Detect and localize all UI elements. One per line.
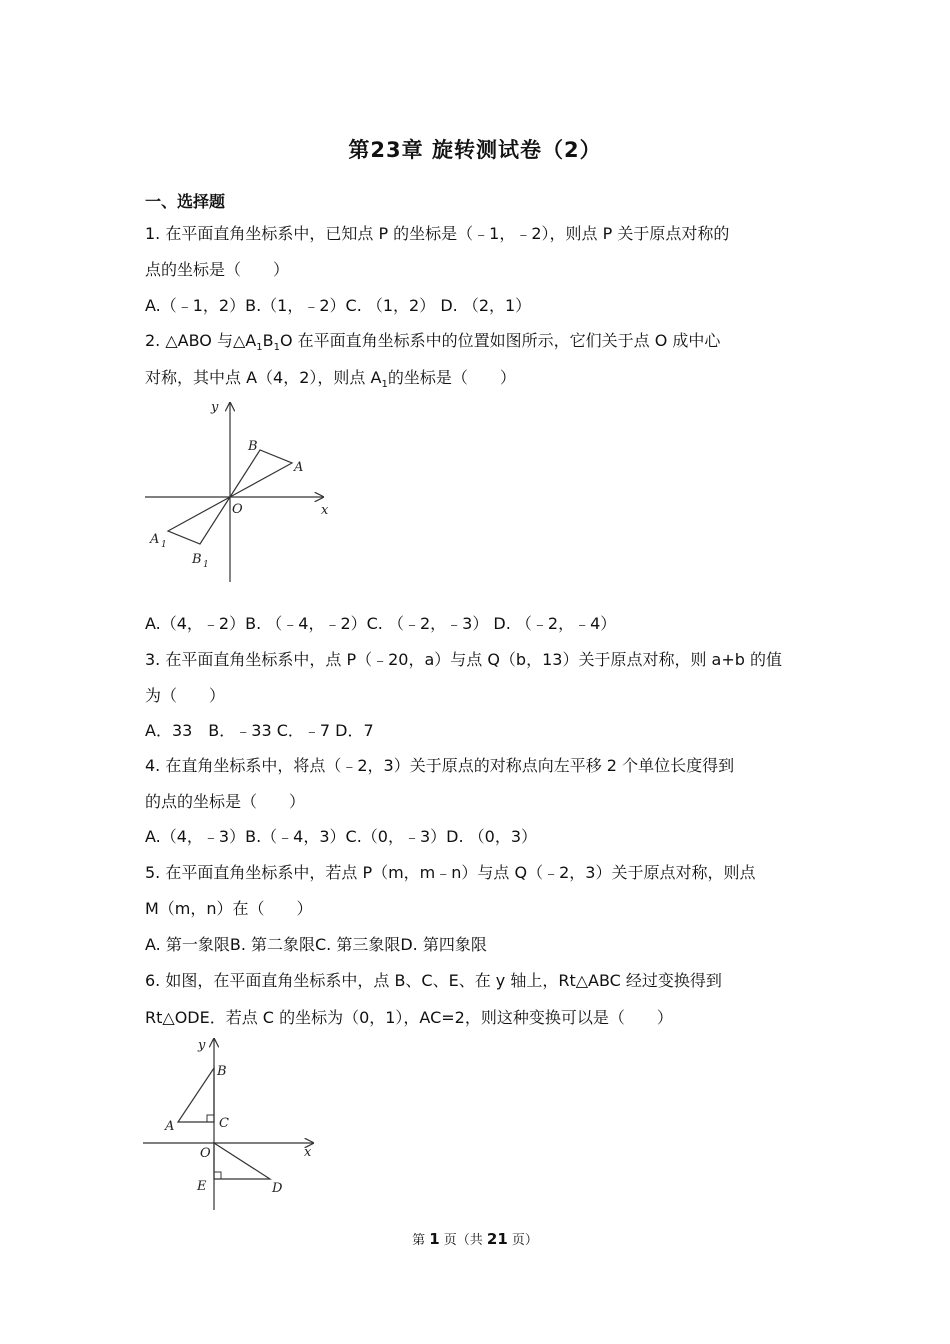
- triangle-a1b1o: [168, 497, 230, 544]
- section-heading: 一、选择题: [145, 192, 226, 211]
- footer-pre: 第: [412, 1233, 430, 1248]
- q2-text-c: O 在平面直角坐标系中的位置如图所示，它们关于点 O 成中心: [279, 331, 721, 350]
- y-label: y: [211, 400, 219, 415]
- point-a-label: A: [294, 460, 304, 475]
- q2-line2-b: 的坐标是（ ）: [387, 368, 516, 387]
- triangle-abc: [178, 1068, 214, 1122]
- page-title: 第23章 旋转测试卷（2）: [348, 138, 602, 162]
- footer-total-pages: 21: [486, 1230, 508, 1248]
- q2-sub-b: 1: [273, 342, 280, 354]
- point-b1-label: B: [192, 552, 202, 567]
- point-a1-label: A: [150, 532, 160, 547]
- footer-mid: 页（共: [439, 1233, 487, 1248]
- origin-label: O: [200, 1146, 211, 1161]
- q1-line1: 1. 在平面直角坐标系中，已知点 P 的坐标是（﹣1，﹣2），则点 P 关于原点对称的: [145, 224, 730, 243]
- q3-line1: 3. 在平面直角坐标系中，点 P（﹣20，a）与点 Q（b，13）关于原点对称，则 a+b 的值: [145, 650, 782, 669]
- q2-line2-a: 对称，其中点 A（4，2），则点 A: [145, 368, 382, 387]
- q2-text-a: 2. △ABO 与△A: [145, 331, 257, 350]
- point-b-label: B: [248, 439, 258, 454]
- q2-line2: [145, 367, 516, 396]
- x-label: x: [321, 503, 329, 518]
- q5-line1: 5. 在平面直角坐标系中，若点 P（m，m﹣n）与点 Q（﹣2，3）关于原点对称，则点: [145, 863, 756, 882]
- q6-line1: 6. 如图，在平面直角坐标系中，点 B、C、E、在 y 轴上，Rt△ABC 经过变换得到: [145, 971, 722, 990]
- footer-page-number: 1: [429, 1230, 440, 1248]
- q6-line2: Rt△ODE．若点 C 的坐标为（0，1），AC=2，则这种变换可以是（ ）: [145, 1008, 673, 1027]
- q4-line1: 4. 在直角坐标系中，将点（﹣2，3）关于原点的对称点向左平移 2 个单位长度得到: [145, 756, 735, 775]
- triangle-abo: [230, 450, 292, 497]
- q2-sub-a: 1: [256, 342, 263, 354]
- q5-options: A. 第一象限B. 第二象限C. 第三象限D. 第四象限: [145, 935, 487, 954]
- point-c-label: C: [219, 1116, 229, 1131]
- point-d-label: D: [272, 1181, 283, 1196]
- right-angle-c: [207, 1115, 214, 1122]
- q2-line2-sub: 1: [381, 379, 388, 391]
- x-label: x: [304, 1145, 312, 1160]
- origin-label: O: [232, 502, 243, 517]
- q1-options: A.（﹣1，2）B.（1，﹣2）C. （1，2） D. （2，1）: [145, 296, 532, 315]
- point-e-label: E: [197, 1179, 207, 1194]
- point-b-label: B: [217, 1064, 227, 1079]
- q3-line2: 为（ ）: [145, 686, 226, 705]
- q2-options: A.（4，﹣2）B. （﹣4，﹣2）C. （﹣2，﹣3） D. （﹣2，﹣4）: [145, 614, 617, 633]
- page-footer: [0, 1229, 950, 1248]
- point-b1-sub: 1: [203, 560, 209, 570]
- q4-options: A.（4，﹣3）B.（﹣4，3）C.（0，﹣3）D. （0，3）: [145, 827, 538, 846]
- q3-options: A．33 B．﹣33 C．﹣7 D．7: [145, 721, 374, 740]
- q2-figure: [140, 395, 340, 590]
- q6-figure: [140, 1035, 330, 1215]
- q1-line2: 点的坐标是（ ）: [145, 260, 290, 279]
- footer-post: 页）: [507, 1233, 538, 1248]
- q4-line2: 的点的坐标是（ ）: [145, 792, 306, 811]
- q5-line2: M（m，n）在（ ）: [145, 899, 313, 918]
- point-a1-sub: 1: [161, 540, 167, 550]
- y-label: y: [198, 1038, 206, 1053]
- q2-line1: [145, 330, 720, 359]
- point-a-label: A: [165, 1119, 175, 1134]
- q2-text-b: B: [262, 331, 274, 350]
- right-angle-e: [214, 1172, 221, 1179]
- triangle-ode: [214, 1143, 270, 1179]
